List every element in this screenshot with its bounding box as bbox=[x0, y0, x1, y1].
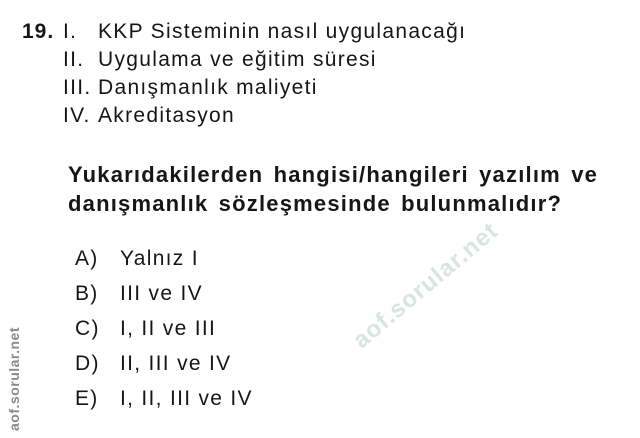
roman-item-1 bbox=[63, 18, 466, 46]
option-letter: C) bbox=[75, 317, 100, 340]
roman-item-4 bbox=[63, 102, 466, 130]
option-text: II, III ve IV bbox=[120, 352, 232, 375]
watermark-side-vertical: aof.sorular.net bbox=[6, 327, 22, 431]
roman-item-text: Uygulama ve eğitim süresi bbox=[98, 48, 377, 71]
option-a bbox=[75, 241, 253, 276]
roman-numeral: IV. bbox=[63, 104, 91, 127]
roman-item-text: KKP Sisteminin nasıl uygulanacağı bbox=[98, 20, 467, 43]
watermark-diagonal: aof.sorular.net bbox=[347, 217, 504, 354]
roman-item-text: Akreditasyon bbox=[98, 104, 235, 127]
option-letter: D) bbox=[75, 352, 100, 375]
option-text: III ve IV bbox=[120, 282, 203, 305]
option-c bbox=[75, 311, 253, 346]
option-text: Yalnız I bbox=[120, 247, 199, 270]
option-text: I, II ve III bbox=[120, 317, 217, 340]
roman-numeral: II. bbox=[63, 48, 85, 71]
roman-numeral: I. bbox=[63, 20, 78, 43]
option-letter: E) bbox=[75, 387, 99, 410]
option-d bbox=[75, 346, 253, 381]
roman-item-text: Danışmanlık maliyeti bbox=[98, 76, 318, 99]
option-e bbox=[75, 381, 253, 416]
option-letter: B) bbox=[75, 282, 99, 305]
question-stem: Yukarıdakilerden hangisi/hangileri yazılım ve danışmanlık sözleşmesinde bulunmalıdır? bbox=[68, 162, 599, 216]
roman-item-3 bbox=[63, 74, 466, 102]
option-text: I, II, III ve IV bbox=[120, 387, 253, 410]
options-list bbox=[75, 241, 253, 416]
roman-item-list bbox=[63, 18, 466, 130]
question-number: 19. bbox=[22, 20, 55, 43]
roman-numeral: III. bbox=[63, 76, 92, 99]
roman-item-2 bbox=[63, 46, 466, 74]
option-letter: A) bbox=[75, 247, 99, 270]
option-b bbox=[75, 276, 253, 311]
